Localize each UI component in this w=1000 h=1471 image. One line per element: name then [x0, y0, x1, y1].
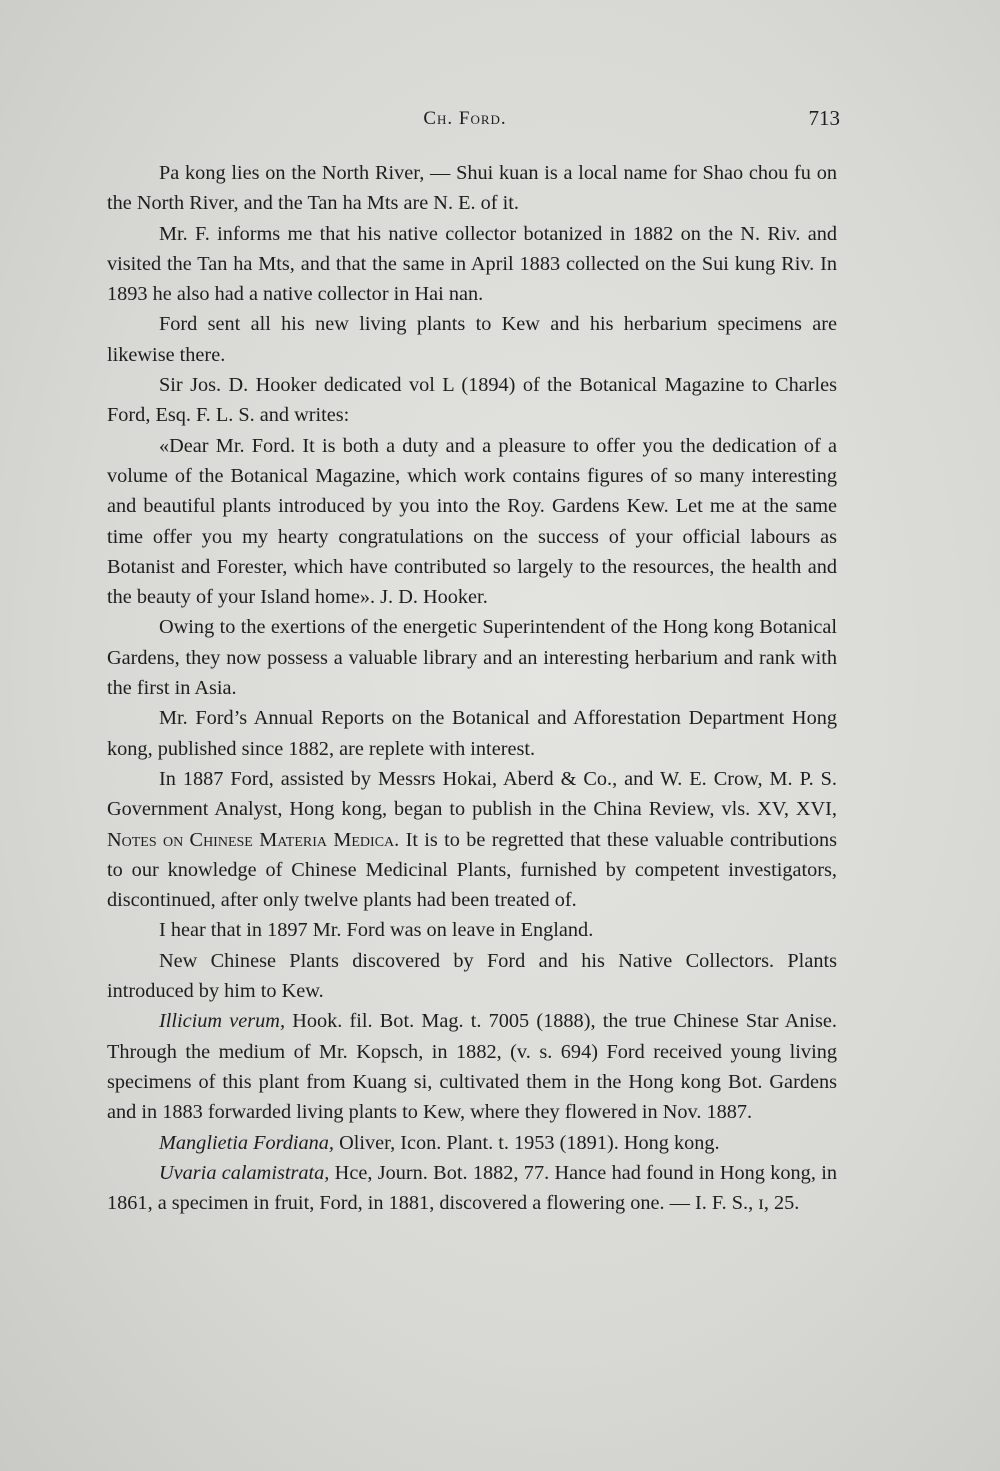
species-name: Uvaria calamistrata, [159, 1161, 330, 1184]
publication-title: Notes on Chinese Materia Medica [107, 828, 395, 851]
paragraph: Mr. F. informs me that his native collector botanized in 1882 on the N. Riv. and visited the Tan ha Mts, and that the same in April 1883 collected on the Sui kung Riv. In 1893 he also had a native collector in Hai nan. [107, 222, 837, 306]
species-entry [107, 1006, 837, 1127]
section-heading-paragraph: New Chinese Plants discovered by Ford and his Native Collectors. Plants introduced by him to Kew. [107, 949, 837, 1003]
species-entry [107, 1128, 837, 1158]
species-description: Hook. fil. Bot. Mag. t. 7005 (1888), the true Chinese Star Anise. Through the medium of Mr. Kopsch, in 1882, (v. s. 694) Ford received young living specimens of this plant from Kuang si, cultivated them in the Hong kong Bot. Gardens and in 1883 forwarded living plants to Kew, where they flowered in Nov. 1887. [107, 1010, 837, 1124]
paragraph-text: In 1887 Ford, assisted by Messrs Hokai, Aberd & Co., and W. E. Crow, M. P. S. Government Analyst, Hong kong, began to publish in the China Review, vls. XV, XVI, [107, 767, 837, 821]
species-name: Manglietia Fordiana, [159, 1131, 335, 1154]
paragraph: Sir Jos. D. Hooker dedicated vol L (1894) of the Botanical Magazine to Charles Ford, Esq. F. L. S. and writes: [107, 374, 837, 427]
paragraph: Mr. Ford’s Annual Reports on the Botanical and Afforestation Department Hong kong, published since 1882, are replete with interest. [107, 707, 837, 760]
species-description: Oliver, Icon. Plant. t. 1953 (1891). Hong kong. [334, 1131, 720, 1154]
running-head: Ch. Ford. [423, 108, 507, 129]
species-description: Hce, Journ. Bot. 1882, 77. Hance had found in Hong kong, in 1861, a specimen in fruit, Ford, in 1881, discovered a flowering one. — I. F. S., ɪ, 25. [107, 1161, 837, 1215]
paragraph [107, 764, 837, 915]
hooker-quote-paragraph: «Dear Mr. Ford. It is both a duty and a pleasure to offer you the dedication of a volume of the Botanical Magazine, which work contains figures of so many interesting and beautiful plants introduced by you into the Roy. Gardens Kew. Let me at the same time offer you my hearty congratulations on the success of your official labours as Botanist and Forester, which have contributed so largely to the resources, the health and the beauty of your Island home». J. D. Hooker. [107, 434, 837, 609]
body-text [107, 158, 837, 1218]
paragraph: Ford sent all his new living plants to Kew and his herbarium specimens are likewise there. [107, 313, 837, 366]
paragraph: I hear that in 1897 Mr. Ford was on leave in England. [159, 919, 594, 942]
page-header [100, 106, 840, 140]
page-number: 713 [808, 106, 840, 130]
paragraph: Owing to the exertions of the energetic Superintendent of the Hong kong Botanical Gardens, they now possess a valuable library and an interesting herbarium and rank with the first in Asia. [107, 616, 837, 700]
species-name: Illicium verum, [159, 1010, 286, 1033]
species-entry [107, 1158, 837, 1219]
paragraph: Pa kong lies on the North River, — Shui kuan is a local name for Shao chou fu on the North River, and the Tan ha Mts are N. E. of it. [107, 162, 837, 215]
paragraph-text: . It is to be regretted that these valuable contributions to our knowledge of Chinese Medicinal Plants, furnished by competent investigators, discontinued, after only twelve plants had been treated of. [107, 828, 838, 912]
